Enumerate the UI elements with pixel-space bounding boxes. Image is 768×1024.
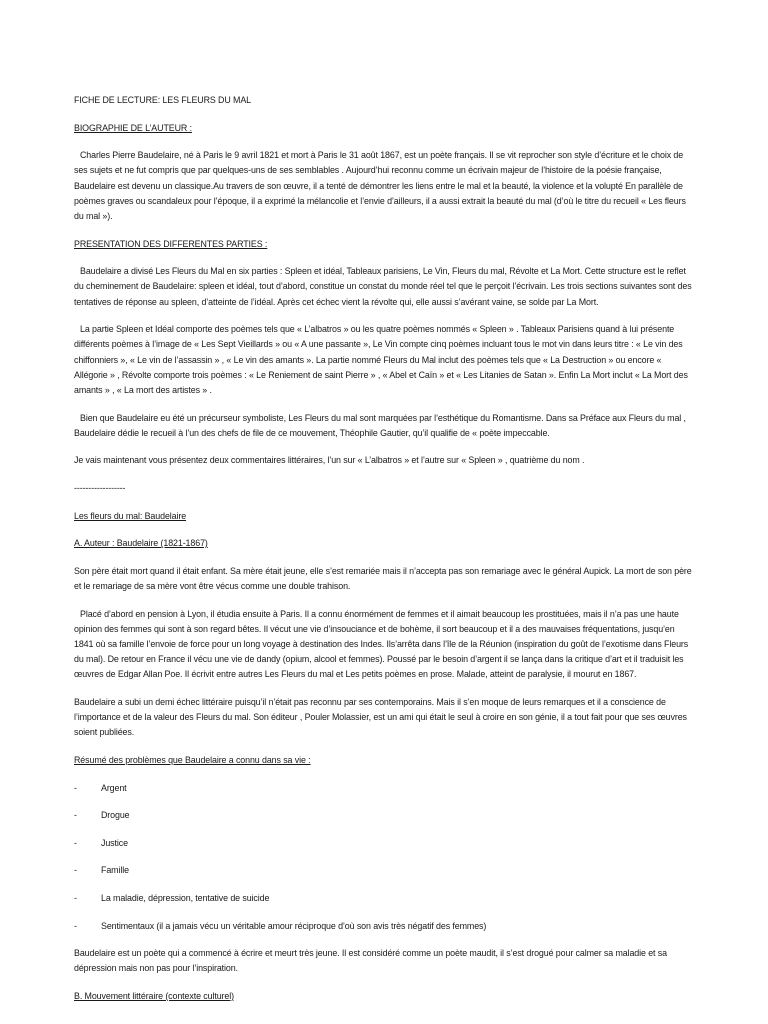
author-paragraph-3: Baudelaire a subi un demi échec littéraire puisqu’il n’était pas reconnu par ses contemporains. Mais il s’en moque de leurs remarques et il a conscience de l’importance et de la valeur des Fleurs du mal. Son éditeur , Pouler Molassier, est un ami qui était le seul à croire en son génie, il a tout fait pour que ses œuvres soient publiées.	[74, 696, 687, 738]
parts-heading: PRESENTATION DES DIFFERENTES PARTIES :	[74, 238, 268, 249]
parts-paragraph-2: La partie Spleen et Idéal comporte des poèmes tels que « L’albatros » ou les quatre poèmes nommés « Spleen » . Tableaux Parisiens quand à lui présente différents poèmes à l’image de « Les Sept Vieillards » ou « A une passante », Le Vin compte cinq poèmes incluant tous le mot vin dans leurs titre : « Le vin des chiffonniers », « Le vin de l’assassin » , « Le vin des amants ». La partie nommé Fleurs du Mal inclut des poèmes tels que « La Destruction » ou encore « Allégorie » , Révolte comporte trois poèmes : « Le Reniement de saint Pierre » , « Abel et Caïn » et « Les Litanies de Satan ». Enfin La Mort inclut « La Mort des amants » , « La mort des artistes » .	[74, 324, 688, 395]
list-item-text: Sentimentaux (il a jamais vécu un véritable amour réciproque d’où son avis très négatif des femmes)	[101, 920, 487, 931]
separator-line: ------------------	[74, 482, 126, 493]
closing-paragraph: Baudelaire est un poète qui a commencé à écrire et meurt très jeune. Il est considéré comme un poète maudit, il s’est drogué pour calmer sa maladie et sa dépression mais non pas pour l’inspiration.	[74, 948, 667, 974]
section-title: Les fleurs du mal: Baudelaire	[74, 510, 187, 521]
bullet-dash: -	[74, 810, 77, 821]
parts-paragraph-1: Baudelaire a divisé Les Fleurs du Mal en six parties : Spleen et idéal, Tableaux parisiens, Le Vin, Fleurs du mal, Révolte et La Mort. Cette structure est le reflet du cheminement de Baudelaire: spleen et idéal, tout d’abord, constitue un constat du monde réel tel que le perçoit l’écrivain. Les trois sections suivantes sont des tentatives de réponse au spleen, d’atteinte de l’idéal. Après cet échec vient la révolte qui, elle aussi s’avérant vaine, se solde par La Mort.	[74, 266, 692, 307]
problems-heading: Résumé des problèmes que Baudelaire a connu dans sa vie :	[74, 754, 311, 765]
parts-paragraph-3: Bien que Baudelaire eu été un précurseur symboliste, Les Fleurs du mal sont marquées par l’esthétique du Romantisme. Dans sa Préface aux Fleurs du mal , Baudelaire dédie le recueil à l’un des chefs de file de ce mouvement, Théophile Gautier, qu’il qualifie de « poète impeccable.	[74, 412, 686, 438]
author-paragraph-1: Son père était mort quand il était enfant. Sa mère était jeune, elle s’est remariée mais il n’accepta pas son remariage avec le général Aupick. La mort de son père et le remariage de sa mère vont être vécus comme une double trahison.	[74, 565, 692, 591]
list-item	[74, 781, 696, 796]
biography-paragraph: Charles Pierre Baudelaire, né à Paris le 9 avril 1821 et mort à Paris le 31 août 1867, est un poète français. Il se vit reprocher son style d’écriture et le choix de ses sujets et ne fut compris que par quelques-uns de ses semblables . Aujourd’hui reconnu comme un écrivain majeur de l’histoire de la poésie française, Baudelaire est devenu un classique.Au travers de son œuvre, il a tenté de démontrer les liens entre le mal et la beauté, la violence et la volupté En parallèle de poèmes graves ou scandaleux pour l’époque, il a exprimé la mélancolie et l’envie d’ailleurs, il a aussi extrait la beauté du mal (d’où le titre du recueil « Les fleurs du mal »).	[74, 150, 686, 221]
movement-heading: B. Mouvement littéraire (contexte culturel)	[74, 990, 234, 1001]
list-item	[74, 808, 696, 823]
list-item-text: Argent	[101, 782, 127, 793]
list-item	[74, 836, 696, 851]
list-item-text: Drogue	[101, 810, 130, 821]
list-item	[74, 863, 696, 878]
bullet-dash: -	[74, 782, 77, 793]
document-body	[74, 93, 696, 1017]
bullet-dash: -	[74, 837, 77, 848]
biography-heading: BIOGRAPHIE DE L’AUTEUR :	[74, 122, 192, 133]
bullet-dash: -	[74, 865, 77, 876]
list-item-text: Famille	[101, 865, 129, 876]
list-item	[74, 919, 696, 934]
problems-list	[74, 781, 696, 934]
document-title: FICHE DE LECTURE: LES FLEURS DU MAL	[74, 95, 251, 105]
author-heading: A. Auteur : Baudelaire (1821-1867)	[74, 538, 208, 549]
parts-paragraph-4: Je vais maintenant vous présentez deux commentaires littéraires, l’un sur « L’albatros » et l’autre sur « Spleen » , quatrième du nom .	[74, 455, 585, 466]
list-item	[74, 891, 696, 906]
list-item-text: Justice	[101, 837, 128, 848]
list-item-text: La maladie, dépression, tentative de suicide	[101, 892, 270, 903]
bullet-dash: -	[74, 892, 77, 903]
author-paragraph-2: Placé d’abord en pension à Lyon, il étudia ensuite à Paris. Il a connu énormément de femmes et il aimait beaucoup les prostituées, mais il n’a pas une haute opinion des femmes qui sont à son regard bêtes. Il vécut une vie d’insouciance et de bohème, il sort beaucoup et il a des mauvaises fréquentations, jusqu’en 1841 où sa famille l’envoie de force pour un long voyage à destination des Indes. Ils’arrêta dans l’île de la Réunion (inspiration du goût de l’exotisme dans Fleurs du mal). De retour en France il vécu une vie de dandy (opium, alcool et femmes). Poussé par le besoin d’argent il se lança dans la critique d’art et il traduisit les œuvres de Edgar Allan Poe. Il écrivit entre autres Les Fleurs du mal et Les petits poèmes en prose. Malade, atteint de paralysie, il mourut en 1867.	[74, 608, 689, 680]
bullet-dash: -	[74, 920, 77, 931]
